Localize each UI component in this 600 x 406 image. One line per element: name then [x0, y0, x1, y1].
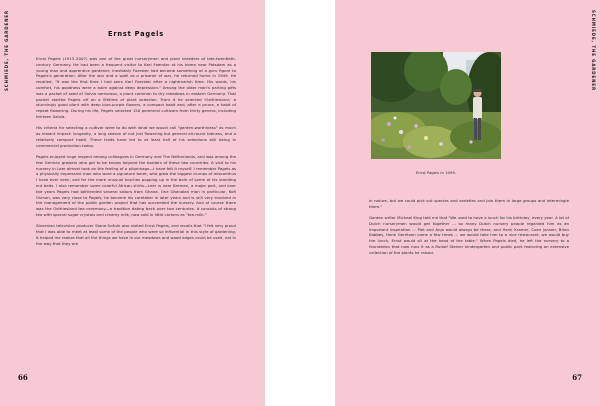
- running-head: SCHMIEDE, THE GARDENER: [4, 10, 9, 92]
- left-page: [0, 0, 265, 406]
- right-text-column: [369, 198, 569, 261]
- body-paragraph: Pagels enjoyed huge respect among colleagues in Germany and The Netherlands, and was among the few German growers who got to be known beyond the borders of these two countries. A visit to his nursery in Leer almost took on the feeling of a pilgrimage—I have felt it myself. I remember Pagels as a physically impressive man who wore a signature beret, who grew the biggest clumps of miscanthus I have ever seen, and for the more unusual touches popping up in the bark of some of his standing out beds. I also remember some colorful African shirts—Leer is near Bremen, a major port, and over the years Pagels had befriended several sailors from Ghana. One Ghanaian man in particular, Kofi Osman, was very close to Pagels; he became his caretaker in later years and is still very involved in the management of the public garden project that has succeeded the nursery. And of course there was the Ostfriesland tea ceremony—a tradition dating back over two centuries. It consists of strong tea with special sugar crystals and creamy milk, now sold in little cartons as "tea milk.": [36, 153, 236, 217]
- body-paragraph: His criteria for selecting a cultivar were to do with what we would call "garden-worthiness" as much as instant impact: longevity, a long season of not just flowering but general all-round tidiness, and a relatively compact habit. These traits have led to at least half of his selections still being in commercial production today.: [36, 125, 236, 148]
- running-head: SCHMIEDE, THE GARDENER: [591, 10, 596, 92]
- garden-photo: [371, 52, 501, 159]
- body-paragraph: Slovenian television producer Stane Sušnik also visited Ernst Pagels, and recalls that "I felt very proud that I was able to meet at least some of the people who were so influential in this style of gardening. It helped me realize that all the things we have in our meadows and wood edges could be used, not in the way that they are: [36, 223, 236, 246]
- page-number: 67: [572, 373, 582, 382]
- body-paragraph: in nature, but we could pick out species and varieties and join them in large groups and intermingle them.": [369, 198, 569, 209]
- photo-caption: Ernst Pagels in 1999.: [416, 170, 456, 175]
- body-paragraph: Garden writer Michael King told me that "We used to have a lunch for his birthday, every year. A lot of Dutch nurserymen would get together ... so many Dutch nursery people regarded him as an important inspiration ... Piet and Anja would always be there, and Henk Kramer, Coen Jansen, Brian Kabbes, Henk Gerritsen came a few times ... we would take him to a nice restaurant, we would buy the lunch, Ernst would sit at the head of the table." When Pagels died, he left the nursery to a foundation that now runs it as a Rudolf Steiner kindergarten and public park featuring an extensive collection of the plants he raised.: [369, 215, 569, 255]
- left-text-column: [36, 30, 236, 252]
- page-number: 66: [18, 373, 28, 382]
- body-paragraph: Ernst Pagels (1913–2007) was one of the great nurserymen and plant breeders of late-twentieth-century Germany. He had been a frequent visitor to Karl Foerster at his home near Potsdam as a young man and apprentice gardener; inevitably Foerster had become something of a guru figure to Pagels's generation. After the war and a spell as a prisoner of war, he returned home in 1949. He recalled, "It was the first time I had seen Karl Foerster after a nightmarish time. His words, his comfort, his goodness were a balm against deep depression." Among the older man's parting gifts was a packet of seed of Salvia nemorosa, a plant common to dry meadows in eastern Germany. That packet started Pagels off on a lifetime of plant selection. From it he selected 'Ostfriesland,' a stunningly good plant with deep blue-purple flowers, a compact habit and, after a prune, a habit of repeat flowering. During his life, Pagels selected 150 perennial cultivars from thirty genera, including thirteen Salvia.: [36, 56, 236, 119]
- right-page: [335, 0, 600, 406]
- chapter-title: Ernst Pagels: [108, 30, 164, 38]
